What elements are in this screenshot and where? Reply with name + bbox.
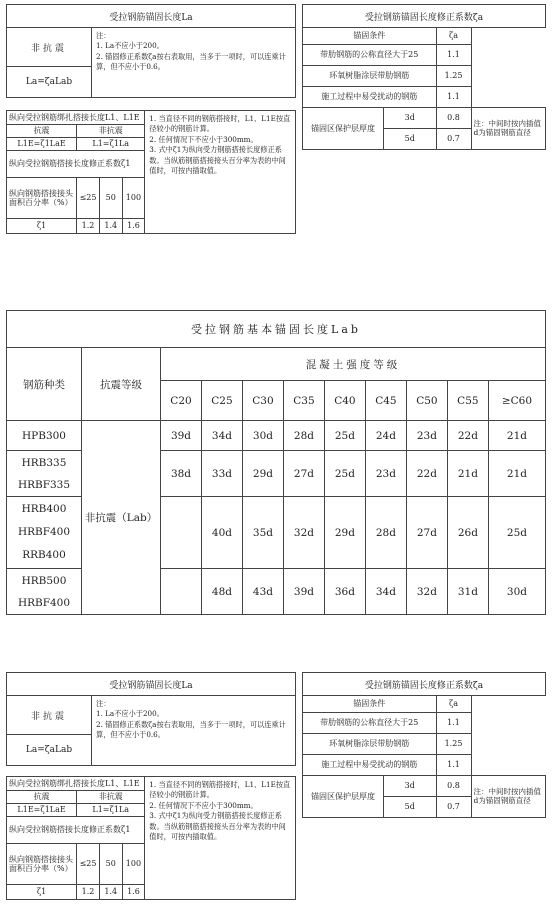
note-line: 2. 锚固修正系数ζa按右表取用，当多于一项时，可以连乘计算，但不应小于0.6。 — [96, 719, 286, 740]
la-block-top — [6, 4, 296, 234]
lab-cell: 30d — [242, 421, 283, 451]
lab-cell: 43d — [242, 569, 283, 615]
za-table — [302, 672, 546, 818]
l1e-formula: L1E=ζ1LaE — [7, 138, 77, 151]
rebar-name: HPB300 — [22, 429, 66, 442]
grade-header: C35 — [283, 381, 324, 421]
lab-cell: 33d — [201, 451, 242, 497]
lab-cell: 27d — [283, 451, 324, 497]
rebar-type — [7, 421, 82, 451]
za-value: 1.1 — [436, 87, 471, 108]
za-cond: 环氧树脂涂层带肋钢筋 — [303, 66, 437, 87]
cover-z: 0.8 — [436, 108, 471, 129]
l1e-formula: L1E=ζ1LaE — [7, 804, 77, 817]
lap-header: 纵向受拉钢筋绑扎搭接长度L1、L1E — [7, 111, 145, 125]
lab-cell: 38d — [161, 451, 202, 497]
lap-table — [6, 776, 296, 900]
rebar-name: HRB500 — [21, 574, 67, 587]
za-block-top — [302, 4, 546, 150]
cover-d: 5d — [384, 129, 437, 150]
cover-note: 注：中间时按内插值d为锚固钢筋直径 — [471, 108, 546, 150]
lap-factor-title: 纵向受拉钢筋搭接长度修正系数ζ1 — [7, 151, 145, 178]
lap-factor-title: 纵向受拉钢筋搭接长度修正系数ζ1 — [7, 817, 145, 844]
lab-cell: 32d — [406, 569, 447, 615]
za-table — [302, 4, 546, 150]
za-col-z: ζa — [436, 696, 471, 713]
lap-notes — [145, 777, 296, 900]
rebar-name: HRB400 — [21, 503, 67, 515]
rebar-header: 钢筋种类 — [7, 348, 82, 421]
grade-header: C25 — [201, 381, 242, 421]
lab-cell: 39d — [161, 421, 202, 451]
lab-cell: 39d — [283, 569, 324, 615]
pct-label: 纵向钢筋搭接接头面积百分率（%） — [7, 178, 77, 219]
la-table — [6, 4, 296, 98]
pct-value: ≤25 — [77, 178, 100, 219]
lab-cell: 23d — [365, 451, 406, 497]
lap-table — [6, 110, 296, 234]
za-value: 1.1 — [436, 755, 471, 776]
seismic-header: 抗震等级 — [82, 348, 161, 421]
note-line: 1. La不应小于200。 — [96, 41, 164, 51]
rebar-type — [7, 497, 82, 569]
grade-header: C45 — [365, 381, 406, 421]
grade-header: C55 — [447, 381, 488, 421]
lab-cell: 24d — [365, 421, 406, 451]
lab-cell: 25d — [324, 451, 365, 497]
cover-label: 锚固区保护层厚度 — [303, 776, 384, 818]
la-notes — [92, 696, 296, 766]
cover-d: 3d — [384, 108, 437, 129]
lab-cell: 35d — [242, 497, 283, 569]
rebar-name: RRB400 — [22, 549, 66, 561]
seismic-label: 非抗震 — [7, 28, 92, 67]
lab-cell: 29d — [242, 451, 283, 497]
note-line: 1. 当直径不同的钢筋搭接时，L1、L1E按直径较小的钢筋计算。 — [149, 780, 291, 800]
lap-notes — [145, 111, 296, 234]
seismic-head: 抗震 — [7, 125, 77, 138]
rebar-type — [7, 451, 82, 497]
seismic-label: 非抗震 — [7, 696, 92, 735]
grade-header: C30 — [242, 381, 283, 421]
note-line: 1. 当直径不同的钢筋搭接时，L1、L1E按直径较小的钢筋计算。 — [149, 114, 291, 134]
lab-cell: 34d — [201, 421, 242, 451]
za-title: 受拉钢筋锚固长度修正系数ζa — [303, 5, 546, 28]
za-title: 受拉钢筋锚固长度修正系数ζa — [303, 673, 546, 696]
lab-cell: 28d — [283, 421, 324, 451]
seismic-value: 非抗震（Lab） — [82, 421, 161, 615]
grade-header: C20 — [161, 381, 202, 421]
rebar-type — [7, 569, 82, 615]
lab-cell: 27d — [406, 497, 447, 569]
za-cond: 环氧树脂涂层带肋钢筋 — [303, 734, 437, 755]
lab-title: 受拉钢筋基本锚固长度Lab — [7, 311, 546, 348]
zeta-value: 1.2 — [77, 885, 100, 900]
za-block-bottom — [302, 672, 546, 818]
grade-header: C40 — [324, 381, 365, 421]
pct-label: 纵向钢筋搭接接头面积百分率（%） — [7, 844, 77, 885]
za-col-cond: 锚固条件 — [303, 696, 437, 713]
zeta-value: 1.2 — [77, 219, 100, 234]
rebar-name: HRBF400 — [17, 596, 71, 609]
za-cond: 施工过程中易受扰动的钢筋 — [303, 755, 437, 776]
zeta-label: ζ1 — [7, 885, 77, 900]
lab-cell: 22d — [406, 451, 447, 497]
grade-header: C50 — [406, 381, 447, 421]
lab-cell: 26d — [447, 497, 488, 569]
cover-z: 0.8 — [436, 776, 471, 797]
lab-cell: 30d — [488, 569, 545, 615]
cover-z: 0.7 — [436, 129, 471, 150]
cover-z: 0.7 — [436, 797, 471, 818]
lab-cell: 21d — [447, 451, 488, 497]
rebar-name: HRBF400 — [17, 526, 71, 538]
lap-header: 纵向受拉钢筋绑扎搭接长度L1、L1E — [7, 777, 145, 791]
la-notes — [92, 28, 296, 98]
zeta-label: ζ1 — [7, 219, 77, 234]
za-value: 1.25 — [436, 734, 471, 755]
grade-header: ≥C60 — [488, 381, 545, 421]
note-line: 2. 任何情况下不应小于300mm。 — [149, 800, 258, 810]
seismic-head: 抗震 — [7, 791, 77, 804]
lab-cell: 29d — [324, 497, 365, 569]
rebar-name: HRBF335 — [17, 478, 71, 491]
note-line: 2. 任何情况下不应小于300mm。 — [149, 134, 258, 144]
za-cond: 带肋钢筋的公称直径大于25 — [303, 45, 437, 66]
za-col-cond: 锚固条件 — [303, 28, 437, 45]
lab-cell: 25d — [488, 497, 545, 569]
cover-d: 3d — [384, 776, 437, 797]
note-line: 3. 式中ζ1为纵向受力钢筋搭接长度修正系数。当纵筋钢筋搭接接头百分率为表的中间值时，可按内插取值。 — [149, 145, 286, 176]
zeta-value: 1.6 — [122, 885, 145, 900]
za-cond: 带肋钢筋的公称直径大于25 — [303, 713, 437, 734]
lab-cell: 28d — [365, 497, 406, 569]
cover-note: 注：中间时按内插值d为锚固钢筋直径 — [471, 776, 546, 818]
la-title: 受拉钢筋锚固长度La — [7, 5, 296, 28]
za-value: 1.25 — [436, 66, 471, 87]
nonseismic-head: 非抗震 — [77, 125, 145, 138]
lab-cell: 21d — [488, 451, 545, 497]
l1-formula: L1=ζ1La — [77, 804, 145, 817]
lab-block — [6, 310, 546, 615]
concrete-header: 混凝土强度等级 — [161, 348, 546, 381]
la-table — [6, 672, 296, 766]
cover-label: 锚固区保护层厚度 — [303, 108, 384, 150]
lab-cell: 32d — [283, 497, 324, 569]
pct-value: 100 — [122, 178, 145, 219]
la-block-bottom — [6, 672, 296, 900]
lab-cell — [161, 497, 202, 569]
note-line: 注： — [96, 699, 111, 708]
za-value: 1.1 — [436, 45, 471, 66]
pct-value: 50 — [99, 178, 122, 219]
za-cond: 施工过程中易受扰动的钢筋 — [303, 87, 437, 108]
lab-cell: 40d — [201, 497, 242, 569]
l1-formula: L1=ζ1La — [77, 138, 145, 151]
lab-cell: 48d — [201, 569, 242, 615]
pct-value: 50 — [99, 844, 122, 885]
note-line: 2. 锚固修正系数ζa按右表取用，当多于一项时，可以连乘计算，但不应小于0.6。 — [96, 51, 286, 72]
lab-cell: 21d — [488, 421, 545, 451]
rebar-name: HRB335 — [21, 456, 67, 469]
note-line: 1. La不应小于200。 — [96, 709, 164, 719]
pct-value: 100 — [122, 844, 145, 885]
zeta-value: 1.4 — [99, 885, 122, 900]
lab-cell: 23d — [406, 421, 447, 451]
la-title: 受拉钢筋锚固长度La — [7, 673, 296, 696]
zeta-value: 1.6 — [122, 219, 145, 234]
lab-cell: 36d — [324, 569, 365, 615]
lab-cell: 34d — [365, 569, 406, 615]
lab-table — [6, 310, 546, 615]
nonseismic-head: 非抗震 — [77, 791, 145, 804]
lab-cell: 22d — [447, 421, 488, 451]
zeta-value: 1.4 — [99, 219, 122, 234]
la-formula: La=ζaLab — [7, 67, 92, 98]
pct-value: ≤25 — [77, 844, 100, 885]
za-col-z: ζa — [436, 28, 471, 45]
za-value: 1.1 — [436, 713, 471, 734]
note-line: 注： — [96, 31, 111, 40]
lab-cell: 25d — [324, 421, 365, 451]
lab-cell — [161, 569, 202, 615]
note-line: 3. 式中ζ1为纵向受力钢筋搭接长度修正系数。当纵筋钢筋搭接接头百分率为表的中间值时，可按内插取值。 — [149, 811, 286, 842]
cover-d: 5d — [384, 797, 437, 818]
lab-cell: 31d — [447, 569, 488, 615]
la-formula: La=ζaLab — [7, 735, 92, 766]
